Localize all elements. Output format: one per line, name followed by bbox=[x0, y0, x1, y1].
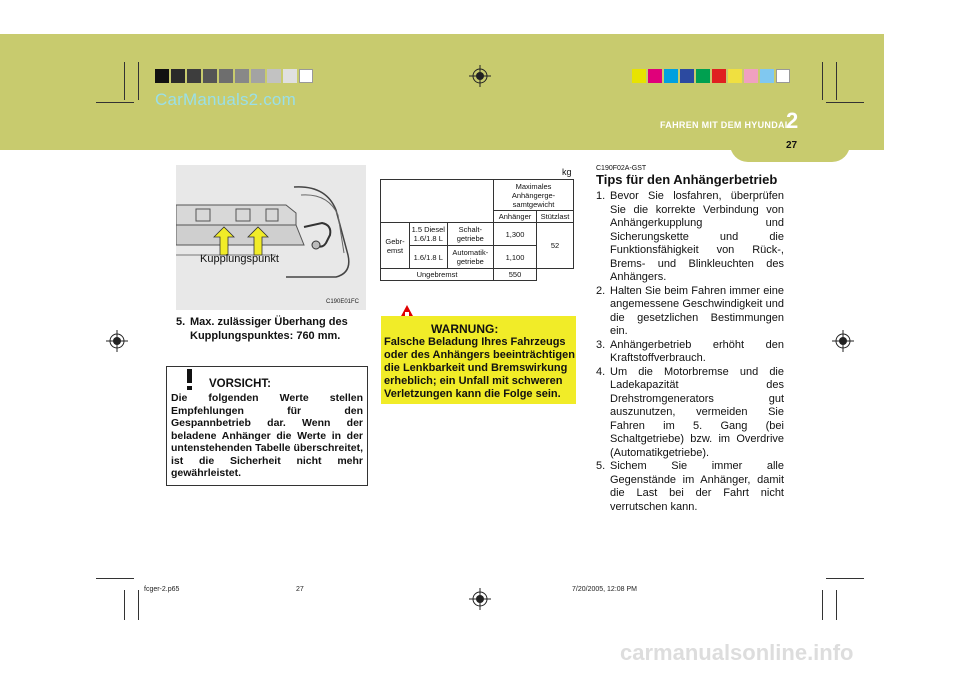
caution-body: Die folgenden Werte stellen Empfehlungen für den Gespannbetrieb dar. Wenn der beladene Anhänger die Werte in der untenstehenden Tabelle überschreitet, ist die Sicherheit nicht mehr gewährleistet. bbox=[171, 392, 363, 479]
table-val-1: 1,300 bbox=[494, 223, 537, 246]
swatch bbox=[712, 69, 726, 83]
list-item bbox=[596, 285, 784, 339]
list-item bbox=[596, 460, 784, 514]
list-item-text: Bevor Sie losfahren, überprüfen Sie die korrekte Verbindung von Anhängerkupplung und Sicherungskette und die Funktionsfähigkeit von Rück-, Brems- und Blinkleuchten des Anhängers. bbox=[610, 190, 784, 283]
hitch-figure bbox=[176, 165, 366, 310]
table-unbraked-label: Ungebremst bbox=[381, 269, 494, 281]
warning-body: Falsche Beladung Ihres Fahrzeugs oder des Anhängers beeinträchtigen die Lenkbarkeit und Bremswirkung erheblich; ein Unfall mit schweren Verletzungen kann die Folge sein. bbox=[384, 336, 575, 400]
table-blank-corner bbox=[381, 180, 494, 223]
table-col-stuetzlast: Stützlast bbox=[537, 211, 574, 223]
table-engine-1: 1.5 Diesel 1.6/1.8 L bbox=[410, 223, 448, 246]
table-empty-cell bbox=[537, 269, 574, 281]
list-item-number: 5. bbox=[596, 460, 606, 472]
tips-list bbox=[596, 190, 784, 514]
swatch bbox=[251, 69, 265, 83]
table-unbraked-value: 550 bbox=[494, 269, 537, 281]
table-trans-1: Schalt-getriebe bbox=[447, 223, 493, 246]
swatch bbox=[299, 69, 313, 83]
item-5-text: Max. zulässiger Überhang des Kupplungspunktes: 760 mm. bbox=[190, 316, 348, 342]
swatch bbox=[203, 69, 217, 83]
list-item-number: 1. bbox=[596, 190, 606, 202]
table-trans-2: Automatik-getriebe bbox=[447, 246, 493, 269]
watermark-bottom[interactable]: carmanualsonline.info bbox=[620, 640, 854, 665]
table-braked-label: Gebr-emst bbox=[381, 223, 410, 269]
exclamation-icon bbox=[177, 367, 203, 391]
watermark-top[interactable]: CarManuals2.com bbox=[155, 90, 296, 109]
figure-label: Kupplungspunkt bbox=[200, 253, 279, 265]
towing-weight-table bbox=[380, 179, 574, 281]
item-5 bbox=[176, 315, 366, 343]
swatch bbox=[760, 69, 774, 83]
swatch bbox=[744, 69, 758, 83]
list-item bbox=[596, 339, 784, 366]
table-stuetzlast-value: 52 bbox=[537, 223, 574, 269]
footer-page: 27 bbox=[296, 586, 304, 593]
swatch bbox=[632, 69, 646, 83]
swatch bbox=[648, 69, 662, 83]
swatch bbox=[155, 69, 169, 83]
registration-mark-icon bbox=[469, 65, 491, 87]
swatch bbox=[680, 69, 694, 83]
table-val-2: 1,100 bbox=[494, 246, 537, 269]
list-item bbox=[596, 366, 784, 461]
swatch bbox=[728, 69, 742, 83]
footer-date: 7/20/2005, 12:08 PM bbox=[572, 586, 637, 593]
list-item-number: 4. bbox=[596, 365, 606, 378]
caution-title: VORSICHT: bbox=[209, 378, 271, 390]
swatch bbox=[219, 69, 233, 83]
warning-box bbox=[381, 316, 576, 404]
footer-file: fcger-2.p65 bbox=[144, 586, 180, 593]
list-item-text: Um die Motorbremse und die Ladekapazität des Drehstromgenerators gut auszunutzen, vermeiden Sie Fahren im 5. Gang (bei Schaltgetriebe) bzw. im Overdrive (Automatikgetriebe). bbox=[610, 365, 784, 459]
figure-code: C190E01FC bbox=[326, 299, 360, 305]
swatch bbox=[696, 69, 710, 83]
warning-title: WARNUNG: bbox=[431, 322, 499, 336]
registration-mark-icon bbox=[469, 588, 491, 610]
table-unit: kg bbox=[562, 167, 572, 177]
page-number: 27 bbox=[786, 140, 798, 151]
swatch bbox=[235, 69, 249, 83]
list-item-number: 3. bbox=[596, 338, 606, 351]
swatch bbox=[267, 69, 281, 83]
table-header-group: Maximales Anhängerge-samtgewicht bbox=[494, 180, 574, 211]
list-item-number: 2. bbox=[596, 284, 606, 297]
swatch bbox=[187, 69, 201, 83]
caution-box bbox=[166, 366, 368, 486]
registration-mark-icon bbox=[832, 330, 854, 352]
section-title: Tips für den Anhängerbetrieb bbox=[596, 172, 778, 187]
list-item-text: Sichem Sie immer alle Gegenstände im Anhänger, damit die Last bei der Fahrt nicht verrutschen kann. bbox=[610, 460, 784, 513]
swatch bbox=[664, 69, 678, 83]
chapter-title: FAHREN MIT DEM HYUNDAI bbox=[660, 120, 788, 130]
swatch bbox=[171, 69, 185, 83]
item-5-number: 5. bbox=[176, 316, 186, 328]
swatch bbox=[776, 69, 790, 83]
list-item bbox=[596, 190, 784, 285]
list-item-text: Anhängerbetrieb erhöht den Kraftstoffverbrauch. bbox=[610, 338, 784, 364]
swatch bbox=[283, 69, 297, 83]
tow-hitch-drawing-icon bbox=[176, 165, 366, 310]
list-item-text: Halten Sie beim Fahren immer eine angemessene Geschwindigkeit und die gesetzlichen Bestimmungen ein. bbox=[610, 284, 784, 337]
section-code: C190F02A-GST bbox=[596, 165, 647, 172]
table-col-anhaenger: Anhänger bbox=[494, 211, 537, 223]
table-engine-2: 1.6/1.8 L bbox=[410, 246, 448, 269]
chapter-number: 2 bbox=[786, 108, 799, 133]
registration-mark-icon bbox=[106, 330, 128, 352]
